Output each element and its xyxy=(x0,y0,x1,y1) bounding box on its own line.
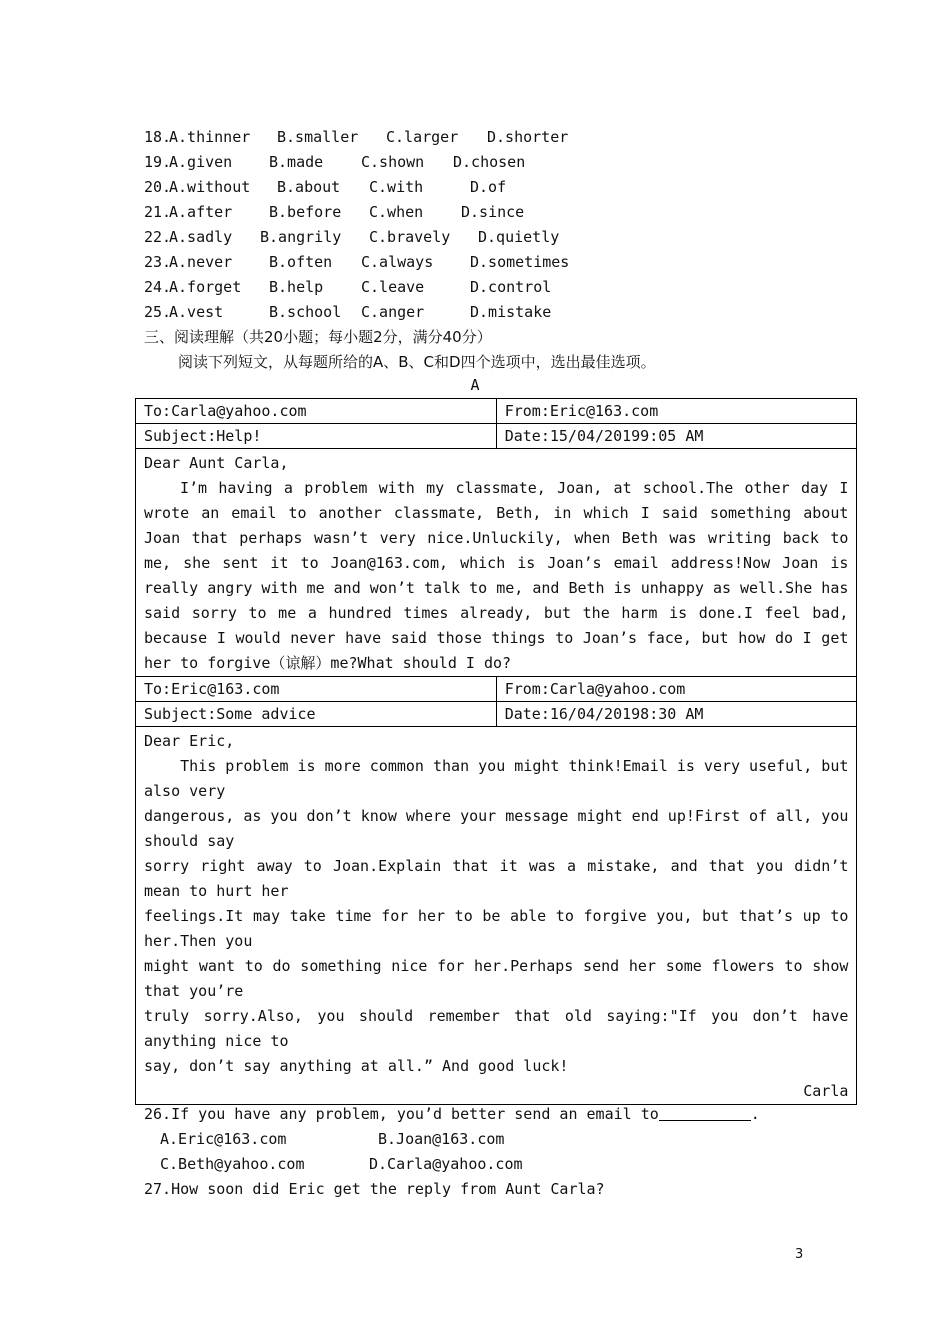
email1-subject: Subject:Help! xyxy=(136,424,497,449)
option-b: B.before xyxy=(269,203,342,221)
email1-greeting: Dear Aunt Carla, xyxy=(144,454,289,472)
email1-body: I’m having a problem with my classmate, Joan, at school.The other day I wrote an email to another classmate, Beth, in which I said something about Joan that perhaps wasn’t very nice.Unluckily, when Beth was writing back to me, she sent it to Joan@163.com, which is Joan’s email address!Now Joan is really angry with me and won’t talk to me, and Beth is unhappy as well.She has said sorry to me a hundred times already, but the harm is done.I feel bad, because I would never have said those things to Joan’s face, but how do I get her to forgive（谅解）me?What should I do? xyxy=(144,479,849,672)
email2-line-wrap: anything nice to xyxy=(144,1032,289,1050)
email-table xyxy=(135,398,857,1105)
email2-meta-row xyxy=(136,702,857,727)
email2-line xyxy=(144,954,848,1004)
answer-blank xyxy=(659,1104,751,1121)
email1-date: Date:15/04/20199:05 AM xyxy=(496,424,857,449)
option-a: A.without xyxy=(169,178,251,196)
option-b: B.often xyxy=(269,253,333,271)
question-number: 19. xyxy=(144,153,172,171)
email2-from: From:Carla@yahoo.com xyxy=(496,677,857,702)
question-stem-text: 26.If you have any problem, you’d better send an email to xyxy=(144,1105,659,1123)
email2-header-row xyxy=(136,677,857,702)
email2-body-cell xyxy=(136,727,857,1105)
option-c: C.always xyxy=(361,253,434,271)
option-d: D.since xyxy=(461,203,525,221)
email2-line-wrap: her.Then you xyxy=(144,932,253,950)
email1-body-cell xyxy=(136,449,857,677)
email2-line-wrap: also very xyxy=(144,782,226,800)
option-b: B.made xyxy=(269,153,324,171)
option-c: C.anger xyxy=(361,303,425,321)
question-number: 18. xyxy=(144,128,172,146)
email1-header-row xyxy=(136,399,857,424)
page-number: 3 xyxy=(795,1247,804,1262)
email2-line-main: truly sorry.Also, you should remember that old saying:"If you don’t have xyxy=(144,1007,849,1025)
option-a: A.sadly xyxy=(169,228,233,246)
question-number: 21. xyxy=(144,203,172,221)
option-d: D.chosen xyxy=(453,153,526,171)
email2-line-main: This problem is more common than you might think!Email is very useful, but xyxy=(144,757,849,775)
question-number: 25. xyxy=(144,303,172,321)
email2-subject: Subject:Some advice xyxy=(136,702,497,727)
email2-to: To:Eric@163.com xyxy=(136,677,497,702)
email2-line xyxy=(144,754,848,804)
question-26-option-c: C.Beth@yahoo.com xyxy=(160,1155,305,1173)
question-26-option-d: D.Carla@yahoo.com xyxy=(369,1155,523,1173)
option-c: C.leave xyxy=(361,278,425,296)
option-d: D.control xyxy=(470,278,552,296)
section-title: 三、阅读理解（共20小题；每小题2分，满分40分） xyxy=(144,328,492,346)
option-b: B.smaller xyxy=(277,128,359,146)
email1-body-row xyxy=(136,449,857,677)
question-number: 24. xyxy=(144,278,172,296)
option-c: C.when xyxy=(369,203,424,221)
passage-label: A xyxy=(470,376,480,394)
email1-meta-row xyxy=(136,424,857,449)
option-b: B.about xyxy=(277,178,341,196)
email2-line xyxy=(144,904,848,954)
email2-line-main: might want to do something nice for her.Perhaps send her some flowers to show xyxy=(144,957,849,975)
option-b: B.school xyxy=(269,303,342,321)
email2-line-wrap: that you’re xyxy=(144,982,244,1000)
section-instruction: 阅读下列短文，从每题所给的A、B、C和D四个选项中，选出最佳选项。 xyxy=(178,353,656,371)
email2-line-wrap: should say xyxy=(144,832,235,850)
option-a: A.vest xyxy=(169,303,224,321)
email2-greeting: Dear Eric, xyxy=(144,732,235,750)
option-c: C.shown xyxy=(361,153,425,171)
option-c: C.bravely xyxy=(369,228,451,246)
question-26-stem xyxy=(144,1102,760,1127)
option-d: D.of xyxy=(470,178,507,196)
email2-line xyxy=(144,854,848,904)
email2-line-main: feelings.It may take time for her to be able to forgive you, but that’s up to xyxy=(144,907,849,925)
question-27-stem: 27.How soon did Eric get the reply from Aunt Carla? xyxy=(144,1180,605,1198)
question-stem-end: . xyxy=(750,1105,760,1123)
question-26-option-a: A.Eric@163.com xyxy=(160,1130,287,1148)
email2-line xyxy=(144,1004,848,1054)
email2-last-line: say, don’t say anything at all.” And good luck! xyxy=(144,1057,569,1075)
option-a: A.forget xyxy=(169,278,242,296)
option-c: C.with xyxy=(369,178,424,196)
option-b: B.angrily xyxy=(260,228,342,246)
email2-signature: Carla xyxy=(803,1082,849,1100)
option-a: A.given xyxy=(169,153,233,171)
option-a: A.after xyxy=(169,203,233,221)
option-c: C.larger xyxy=(386,128,459,146)
question-number: 23. xyxy=(144,253,172,271)
option-d: D.shorter xyxy=(487,128,569,146)
option-a: A.never xyxy=(169,253,233,271)
option-d: D.sometimes xyxy=(470,253,570,271)
email2-body-row xyxy=(136,727,857,1105)
option-a: A.thinner xyxy=(169,128,251,146)
question-26-option-b: B.Joan@163.com xyxy=(378,1130,505,1148)
option-b: B.help xyxy=(269,278,324,296)
option-d: D.quietly xyxy=(478,228,560,246)
email1-from: From:Eric@163.com xyxy=(496,399,857,424)
option-d: D.mistake xyxy=(470,303,552,321)
email2-line-wrap: mean to hurt her xyxy=(144,882,289,900)
email2-date: Date:16/04/20198:30 AM xyxy=(496,702,857,727)
email2-line-main: dangerous, as you don’t know where your message might end up!First of all, you xyxy=(144,807,849,825)
email2-line xyxy=(144,804,848,854)
question-number: 22. xyxy=(144,228,172,246)
email2-line-main: sorry right away to Joan.Explain that it was a mistake, and that you didn’t xyxy=(144,857,849,875)
question-number: 20. xyxy=(144,178,172,196)
email1-to: To:Carla@yahoo.com xyxy=(136,399,497,424)
